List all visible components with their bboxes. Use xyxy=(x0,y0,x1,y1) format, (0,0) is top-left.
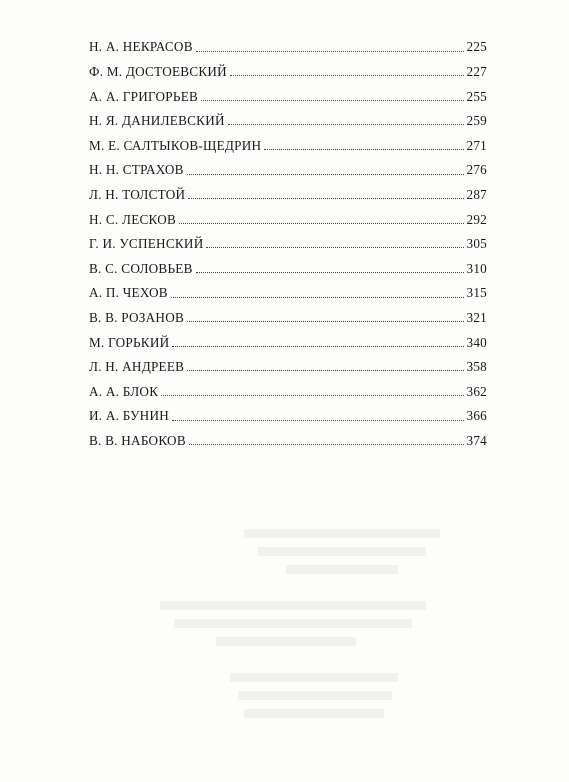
toc-entry-name: Л. Н. ТОЛСТОЙ xyxy=(89,186,186,202)
toc-entry-name: Ф. М. ДОСТОЕВСКИЙ xyxy=(89,63,227,79)
toc-entry-name: Н. Я. ДАНИЛЕВСКИЙ xyxy=(89,113,225,129)
toc-entry-page: 366 xyxy=(466,408,487,424)
toc-entry-name: Н. С. ЛЕСКОВ xyxy=(89,211,177,227)
toc-leader-dots xyxy=(264,149,464,150)
toc-entry xyxy=(89,275,487,300)
toc-leader-dots xyxy=(188,198,464,199)
toc-entry xyxy=(89,177,487,202)
toc-leader-dots xyxy=(172,346,464,347)
toc-entry xyxy=(89,78,487,103)
toc-entry xyxy=(89,54,487,79)
toc-entry xyxy=(89,226,487,251)
toc-leader-dots xyxy=(230,75,465,76)
toc-entry-page: 374 xyxy=(466,432,487,448)
toc-entry-name: М. ГОРЬКИЙ xyxy=(89,334,170,350)
toc-entry-name: В. В. РОЗАНОВ xyxy=(89,309,185,325)
toc-entry xyxy=(89,349,487,374)
bleed-through-text xyxy=(160,520,440,760)
toc-entry-page: 225 xyxy=(466,39,487,55)
toc-leader-dots xyxy=(161,395,464,396)
toc-entry-name: Г. И. УСПЕНСКИЙ xyxy=(89,236,204,252)
toc-leader-dots xyxy=(172,420,464,421)
toc-leader-dots xyxy=(171,297,465,298)
toc-entry xyxy=(89,398,487,423)
toc-entry-page: 362 xyxy=(466,383,487,399)
toc-entry-page: 358 xyxy=(466,359,487,375)
toc-entry-name: В. С. СОЛОВЬЕВ xyxy=(89,260,193,276)
toc-entry-name: А. А. ГРИГОРЬЕВ xyxy=(89,88,199,104)
toc-entry-page: 310 xyxy=(466,260,487,276)
toc-entry-name: Л. Н. АНДРЕЕВ xyxy=(89,359,185,375)
toc-entry-page: 315 xyxy=(466,285,487,301)
toc-entry-name: А. П. ЧЕХОВ xyxy=(89,285,168,301)
toc-leader-dots xyxy=(196,272,465,273)
toc-entry xyxy=(89,423,487,448)
toc-entry-page: 255 xyxy=(466,88,487,104)
toc-leader-dots xyxy=(187,370,464,371)
toc-entry xyxy=(89,29,487,54)
toc-entry xyxy=(89,300,487,325)
toc-leader-dots xyxy=(179,223,464,224)
toc-entry-page: 321 xyxy=(466,309,487,325)
toc-leader-dots xyxy=(201,100,464,101)
toc-entry xyxy=(89,373,487,398)
toc-entry-page: 305 xyxy=(466,236,487,252)
toc-entry xyxy=(89,152,487,177)
toc-entry-page: 292 xyxy=(466,211,487,227)
table-of-contents xyxy=(89,29,487,447)
toc-entry xyxy=(89,250,487,275)
toc-entry-page: 276 xyxy=(466,162,487,178)
toc-entry-name: Н. Н. СТРАХОВ xyxy=(89,162,184,178)
toc-entry-page: 259 xyxy=(466,113,487,129)
toc-entry-name: В. В. НАБОКОВ xyxy=(89,432,186,448)
toc-leader-dots xyxy=(206,247,464,248)
toc-entry xyxy=(89,103,487,128)
toc-entry xyxy=(89,201,487,226)
toc-entry-page: 340 xyxy=(466,334,487,350)
toc-entry-page: 271 xyxy=(466,137,487,153)
toc-entry xyxy=(89,324,487,349)
toc-entry-page: 227 xyxy=(466,63,487,79)
toc-leader-dots xyxy=(187,321,464,322)
toc-leader-dots xyxy=(187,174,465,175)
toc-leader-dots xyxy=(228,124,465,125)
toc-entry-page: 287 xyxy=(466,186,487,202)
toc-entry-name: И. А. БУНИН xyxy=(89,408,170,424)
toc-leader-dots xyxy=(189,444,465,445)
toc-entry xyxy=(89,127,487,152)
toc-leader-dots xyxy=(196,51,465,52)
toc-entry-name: М. Е. САЛТЫКОВ-ЩЕДРИН xyxy=(89,137,262,153)
toc-entry-name: Н. А. НЕКРАСОВ xyxy=(89,39,193,55)
toc-entry-name: А. А. БЛОК xyxy=(89,383,159,399)
